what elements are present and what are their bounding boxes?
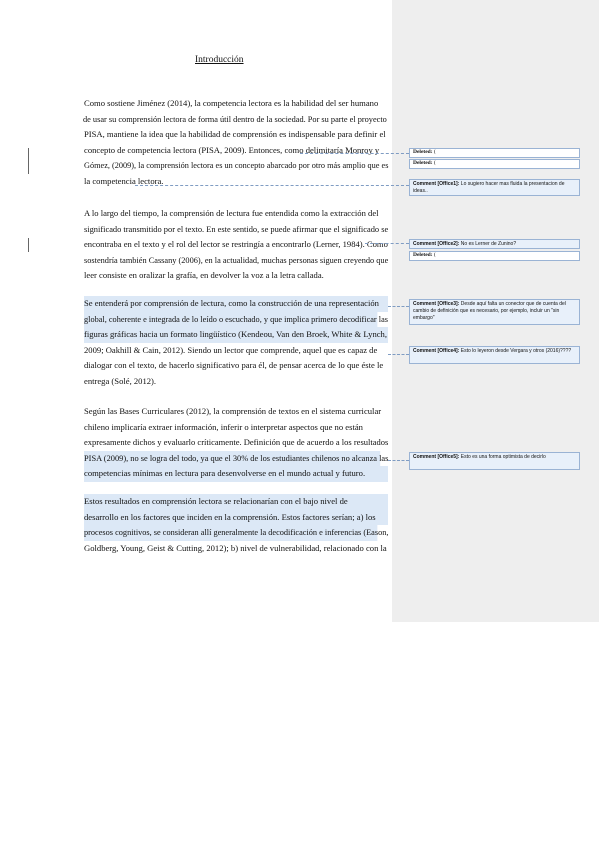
text-line: la competencia lectora.	[84, 175, 164, 186]
change-bar	[28, 238, 29, 252]
text-line: dialogar con el texto, de hacerlo significativo para él, de pensar acerca de lo que éste le	[84, 360, 384, 370]
balloon-connector	[135, 185, 409, 186]
text-line: sostendría también Cassany (2006), en la actualidad, muchas personas siguen creyendo que	[84, 254, 389, 265]
text-line: A lo largo del tiempo, la comprensión de lectura fue entendida como la extracción del	[84, 208, 379, 218]
paragraph-4	[84, 404, 388, 482]
comment-balloon[interactable]	[409, 299, 580, 325]
balloon-text: No es Lerner de Zunino?	[460, 241, 517, 247]
balloon-text: Esto es una forma optimista de decirlo	[460, 454, 546, 460]
text-line: significado transmitido por el texto. En este sentido, se puede afirmar que el significado se	[84, 223, 389, 234]
balloon-label: Comment [Office2]:	[413, 241, 460, 247]
balloon-label: Comment [Office1]:	[413, 181, 460, 187]
text-line: chileno implicaría extraer información, inferir o interpretar aspectos que no están	[84, 421, 363, 432]
paragraph-1	[84, 96, 388, 189]
paragraph-2	[84, 206, 388, 284]
text-line: global, coherente e integrada de lo leído o escuchado, y que implica primero decodificar las	[84, 312, 377, 328]
balloon-label: Comment [Office4]:	[413, 348, 460, 354]
balloon-connector	[388, 460, 409, 461]
balloon-text: Lo sugiero hacer mas fluida la presentacion de ideas..	[413, 181, 565, 194]
paragraph-3	[84, 296, 388, 389]
text-line: Se entenderá por comprensión de lectura, como la construcción de una representación	[84, 296, 388, 312]
text-line: leer consiste en oralizar la grafía, en devolver la voz a la letra callada.	[84, 270, 324, 280]
text-line: figuras gráficas hacia un formato lingüístico (Kendeou, Van den Broek, White & Lynch,	[84, 327, 388, 343]
balloon-text: Desde aquí falta un conector que de cuenta del cambio de definición que es necesario, por ejemplo, incluir un "sin embargo"	[413, 301, 566, 321]
comment-balloon[interactable]	[409, 452, 580, 470]
balloon-text: (	[433, 160, 436, 166]
text-line: concepto de competencia lectora (PISA, 2009). Entonces, como delimitaría Monroy y	[84, 144, 380, 155]
paragraph-5	[84, 494, 388, 556]
balloon-connector	[388, 306, 409, 307]
balloon-text: (	[433, 149, 436, 155]
text-line: Gómez, (2009), la comprensión lectora es un concepto abarcado por otro más amplio que es	[84, 160, 389, 170]
text-line: entrega (Solé, 2012).	[84, 375, 157, 386]
balloon-connector	[300, 153, 409, 154]
text-line: desarrollo en los factores que inciden en la comprensión. Estos factores serían; a) los	[84, 510, 388, 526]
comment-balloon[interactable]	[409, 239, 580, 249]
text-line: PISA, mantiene la idea que la habilidad de comprensión es indispensable para definir el	[84, 129, 386, 139]
text-line: Según las Bases Curriculares (2012), la comprensión de textos en el sistema curricular	[84, 406, 382, 416]
balloon-label: Deleted:	[413, 252, 433, 258]
text-line: encontraba en el texto y el rol del lector se restringía a encontrarlo (Lerner, 1984). Como	[84, 239, 388, 249]
balloon-connector	[388, 354, 409, 355]
text-line: procesos cognitivos, se consideran allí generalmente la decodificación e inferencias (Eason,	[84, 525, 377, 541]
balloon-connector	[365, 243, 409, 244]
document-title: Introducción	[195, 55, 244, 65]
change-bar	[28, 148, 29, 174]
comment-balloon[interactable]	[409, 346, 580, 364]
deleted-balloon[interactable]	[409, 148, 580, 158]
deleted-balloon[interactable]	[409, 251, 580, 261]
text-line: 2009; Oakhill & Cain, 2012). Siendo un lector que comprende, aquel que es capaz de	[84, 344, 378, 355]
comment-balloon[interactable]	[409, 179, 580, 196]
balloon-label: Deleted:	[413, 149, 433, 155]
text-line: Como sostiene Jiménez (2014), la competencia lectora es la habilidad del ser humano	[84, 98, 379, 108]
text-line: Goldberg, Young, Geist & Cutting, 2012); b) nivel de vulnerabilidad, relacionado con la	[84, 542, 387, 553]
text-line: expresamente dichos y evaluarlo críticamente. Definición que de acuerdo a los resultados	[84, 437, 389, 447]
balloon-text: Esto lo leyeron desde Vergara y otros (2016)????	[460, 348, 572, 354]
balloon-label: Comment [Office5]:	[413, 454, 460, 460]
text-line: de usar su comprensión lectora de forma útil dentro de la sociedad. Por su parte el proyecto	[83, 113, 387, 124]
text-line: competencias mínimas en lectura para desenvolverse en el mundo actual y futuro.	[84, 466, 388, 482]
text-line: Estos resultados en comprensión lectora se relacionarían con el bajo nivel de	[84, 494, 388, 510]
balloon-label: Comment [Office3]:	[413, 301, 460, 307]
deleted-balloon[interactable]	[409, 159, 580, 169]
document-page	[0, 0, 392, 622]
text-line: PISA (2009), no se logra del todo, ya que el 30% de los estudiantes chilenos no alcanza las	[84, 451, 380, 467]
balloon-text: (	[433, 252, 436, 258]
balloon-label: Deleted:	[413, 160, 433, 166]
